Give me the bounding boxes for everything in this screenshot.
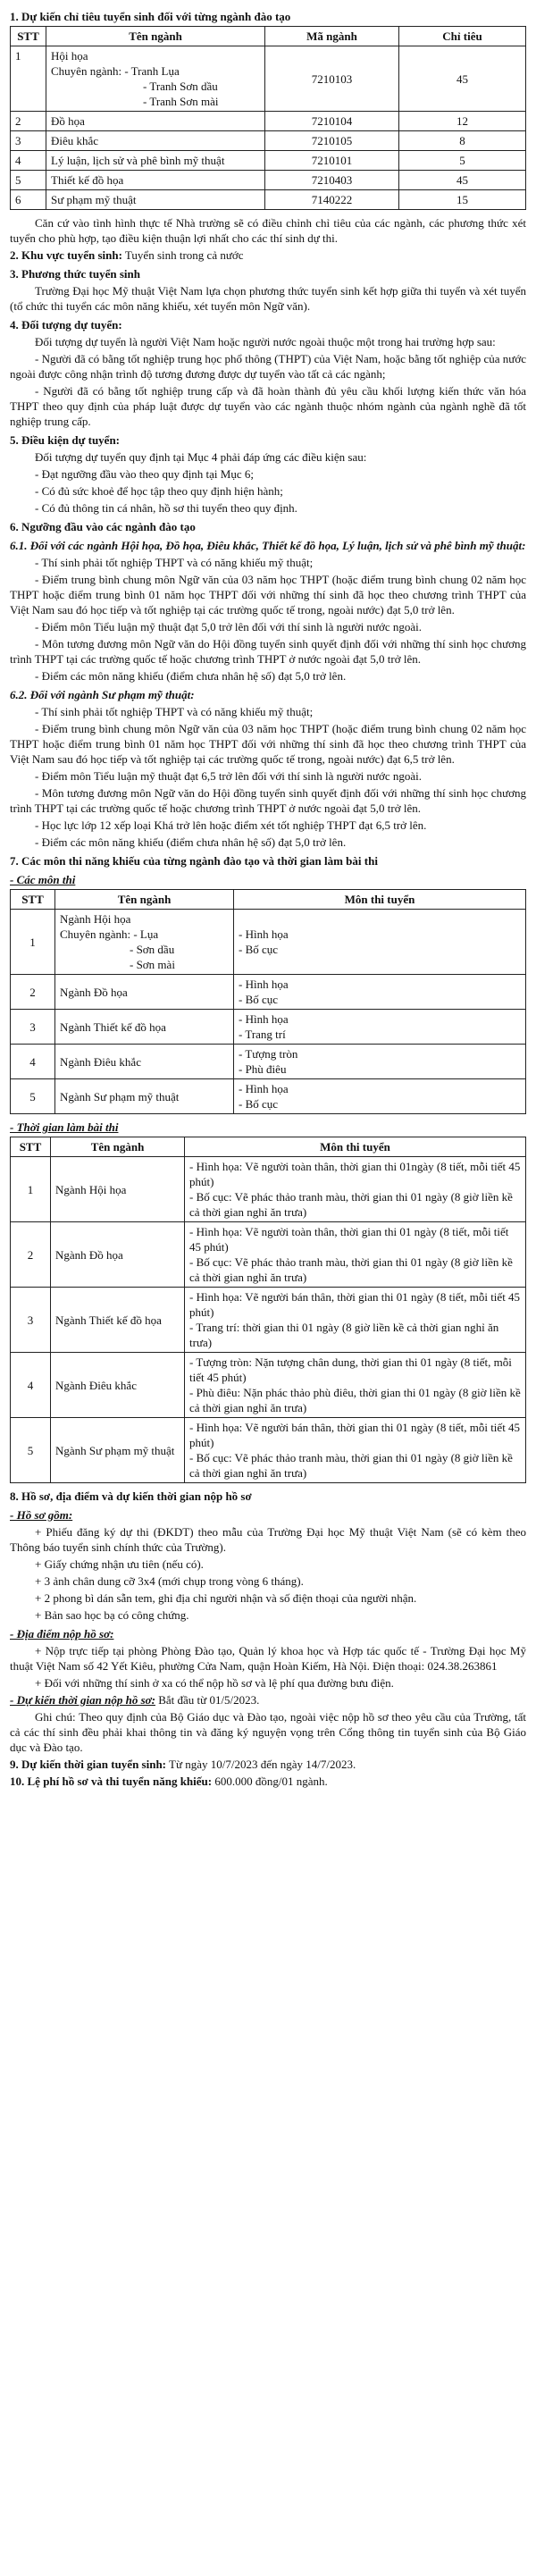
major-spec-item: - Sơn mài	[130, 958, 175, 971]
table-row	[11, 46, 526, 112]
exam-subject: - Trang trí	[239, 1028, 286, 1041]
subjects-stt: 5	[11, 1079, 55, 1114]
list-item: - Có đủ sức khoẻ để học tập theo quy định hiện hành;	[35, 484, 283, 498]
quota-value: 45	[399, 46, 526, 112]
exam-subject: - Hình họa	[239, 1012, 289, 1026]
section-10	[10, 1774, 526, 1789]
table-row	[11, 171, 526, 190]
list-item: - Điểm môn Tiểu luận mỹ thuật đạt 6,5 trở lên đối với thí sinh là người nước ngoài.	[35, 769, 422, 783]
list-item: + Giấy chứng nhận ưu tiên (nếu có).	[35, 1557, 204, 1571]
section-5-heading: 5. Điều kiện dự tuyển:	[10, 433, 121, 447]
quota-code: 7210403	[265, 171, 399, 190]
list-item: - Điểm trung bình chung môn Ngữ văn của 03 năm học THPT (hoặc điểm trung bình chung 02 năm học THPT hoặc điểm trung bình 01 năm học THPT đối với những thí sinh đã học theo chương trình THPT của Việt Nam sau đó học tiếp và tốt nghiệp tại các trường quốc tế trong, ngoài nước) đạt 6,5 trở lên.	[10, 722, 526, 766]
table-row	[11, 975, 526, 1010]
subjects-name: Ngành Sư phạm mỹ thuật	[55, 1079, 234, 1114]
quota-stt: 3	[11, 131, 46, 151]
time-name: Ngành Sư phạm mỹ thuật	[51, 1418, 185, 1483]
exam-subjects-table	[10, 889, 526, 1114]
list-item: - Môn tương đương môn Ngữ văn do Hội đồng tuyển sinh quyết định đối với những thí sinh học chương trình THPT tại các trường quốc tế hoặc chương trình THPT ở nước ngoài đạt 5,0 trở lên.	[10, 786, 526, 815]
quota-note: Căn cứ vào tình hình thực tế Nhà trường sẽ có điều chỉnh chỉ tiêu của các ngành, các phương thức xét tuyển cho phù hợp, tạo điều kiện thuận lợi nhất cho các thí sinh dự thi.	[10, 216, 526, 245]
quota-code: 7210104	[265, 112, 399, 131]
place-subheading: - Địa điểm nộp hồ sơ:	[10, 1627, 114, 1640]
subjects-name: Ngành Điêu khắc	[55, 1045, 234, 1079]
quota-code: 7210105	[265, 131, 399, 151]
quota-name: Thiết kế đồ họa	[46, 171, 265, 190]
quota-value: 5	[399, 151, 526, 171]
section-2	[10, 248, 526, 263]
subjects-exams	[234, 1079, 526, 1114]
exam-time-table	[10, 1137, 526, 1483]
list-item: + 3 ảnh chân dung cỡ 3x4 (mới chụp trong vòng 6 tháng).	[35, 1574, 304, 1588]
list-item: + Nộp trực tiếp tại phòng Phòng Đào tạo, Quản lý khoa học và Hợp tác quốc tế - Trường Đại học Mỹ thuật Việt Nam số 42 Yết Kiêu, phường Cửa Nam, quận Hoàn Kiếm, Hà Nội. Điện thoại: 024.38.263861	[10, 1644, 526, 1673]
submission-time	[10, 1692, 526, 1708]
quota-header-stt: STT	[11, 27, 46, 46]
table-row	[11, 1222, 526, 1288]
exam-schedule: - Hình họa: Vẽ người toàn thân, thời gian thi 01ngày (8 tiết, mỗi tiết 45 phút)	[189, 1160, 521, 1188]
time-name: Ngành Hội họa	[51, 1157, 185, 1222]
subjects-header-stt: STT	[11, 890, 55, 910]
subjects-stt: 1	[11, 910, 55, 975]
subjects-header-name: Tên ngành	[55, 890, 234, 910]
quota-name: Sư phạm mỹ thuật	[46, 190, 265, 210]
list-item: - Người đã có bằng tốt nghiệp trung cấp và đã hoàn thành đủ yêu cầu khối lượng kiến thức văn hóa THPT theo quy định của pháp luật được dự tuyển vào các ngành thuộc nhóm ngành của ngành nghề đã tốt nghiệp trung cấp.	[10, 384, 526, 428]
table-row	[11, 910, 526, 975]
quota-value: 15	[399, 190, 526, 210]
time-details	[185, 1353, 526, 1418]
quota-name	[46, 46, 265, 112]
table-row	[11, 1045, 526, 1079]
subjects-name	[55, 910, 234, 975]
major-spec-label: Chuyên ngành: - Lụa	[60, 927, 159, 941]
section-6-heading: 6. Ngưỡng đầu vào các ngành đào tạo	[10, 520, 196, 533]
section-6-1-heading: 6.1. Đối với các ngành Hội họa, Đồ họa, Điêu khắc, Thiết kế đồ họa, Lý luận, lịch sử và phê bình mỹ thuật:	[10, 539, 526, 552]
exam-schedule: - Trang trí: thời gian thi 01 ngày (8 giờ liền kề cả thời gian nghỉ ăn trưa)	[189, 1321, 499, 1349]
list-item: - Điểm trung bình chung môn Ngữ văn của 03 năm học THPT (hoặc điểm trung bình chung 02 năm học THPT hoặc điểm trung bình 01 năm học THPT đối với những thí sinh đã học theo chương trình THPT của Việt Nam sau đó học tiếp và tốt nghiệp tại các trường quốc tế trong, ngoài nước) đạt 5,0 trở lên.	[10, 573, 526, 617]
list-item: - Học lực lớp 12 xếp loại Khá trở lên hoặc điểm xét tốt nghiệp THPT đạt 6,5 trở lên.	[35, 818, 427, 832]
table-row	[11, 1157, 526, 1222]
subjects-stt: 4	[11, 1045, 55, 1079]
quota-header-name: Tên ngành	[46, 27, 265, 46]
quota-stt: 2	[11, 112, 46, 131]
quota-name: Lý luận, lịch sử và phê bình mỹ thuật	[46, 151, 265, 171]
time-stt: 2	[11, 1222, 51, 1288]
section-8-note: Ghi chú: Theo quy định của Bộ Giáo dục và Đào tạo, ngoài việc nộp hồ sơ theo yêu cầu của Trường, tất cả các thí sinh đều phải khai thông tin và đăng ký nguyện vọng trên Cổng thông tin tuyển sinh của Bộ Giáo dục và Đào tạo.	[10, 1710, 526, 1754]
quota-stt: 4	[11, 151, 46, 171]
list-item: - Thí sinh phải tốt nghiệp THPT và có năng khiếu mỹ thuật;	[35, 556, 314, 569]
exam-subjects-subheading: - Các môn thi	[10, 873, 76, 886]
quota-code: 7210103	[265, 46, 399, 112]
section-2-heading: 2. Khu vực tuyển sinh:	[10, 248, 122, 262]
submission-time-value: Bắt đầu từ 01/5/2023.	[155, 1693, 260, 1707]
subjects-exams	[234, 1045, 526, 1079]
table-row	[11, 190, 526, 210]
list-item: - Điểm môn Tiểu luận mỹ thuật đạt 5,0 trở lên đối với thí sinh là người nước ngoài.	[35, 620, 422, 634]
table-row	[11, 1353, 526, 1418]
exam-schedule: - Bố cục: Vẽ phác thảo tranh màu, thời gian thi 01 ngày (8 giờ liền kề cả thời gian nghỉ ăn trưa)	[189, 1451, 513, 1480]
list-item: + Đối với những thí sinh ở xa có thể nộp hồ sơ và lệ phí qua đường bưu điện.	[35, 1676, 394, 1690]
time-stt: 1	[11, 1157, 51, 1222]
major-spec-item: - Tranh Sơn dầu	[143, 80, 218, 93]
exam-subject: - Hình họa	[239, 927, 289, 941]
submission-time-label: - Dự kiến thời gian nộp hồ sơ:	[10, 1693, 155, 1707]
time-stt: 3	[11, 1288, 51, 1353]
quota-value: 45	[399, 171, 526, 190]
quota-value: 8	[399, 131, 526, 151]
exam-schedule: - Bố cục: Vẽ phác thảo tranh màu, thời gian thi 01 ngày (8 giờ liền kề cả thời gian nghỉ ăn trưa)	[189, 1190, 513, 1219]
quota-stt: 6	[11, 190, 46, 210]
quota-name: Đồ họa	[46, 112, 265, 131]
list-item: - Điểm các môn năng khiếu (điểm chưa nhân hệ số) đạt 5,0 trở lên.	[35, 835, 347, 849]
section-3-text: Trường Đại học Mỹ thuật Việt Nam lựa chọn phương thức tuyển sinh kết hợp giữa thi tuyển và xét tuyển (tổ chức thi tuyển các môn năng khiếu, xét tuyển môn Ngữ văn).	[10, 284, 526, 313]
table-row	[11, 1288, 526, 1353]
exam-subject: - Phù điêu	[239, 1062, 287, 1076]
quota-header-quota: Chỉ tiêu	[399, 27, 526, 46]
table-row	[11, 1079, 526, 1114]
quota-value: 12	[399, 112, 526, 131]
time-details	[185, 1157, 526, 1222]
time-details	[185, 1418, 526, 1483]
section-9-heading: 9. Dự kiến thời gian tuyển sinh:	[10, 1758, 167, 1771]
list-item: - Người đã có bằng tốt nghiệp trung học phổ thông (THPT) của Việt Nam, hoặc bằng tốt nghiệp của nước ngoài được công nhận trình độ tương đương được dự tuyển vào tất cả các ngành;	[10, 352, 526, 381]
list-item: + Bản sao học bạ có công chứng.	[35, 1608, 189, 1622]
list-item: - Thí sinh phải tốt nghiệp THPT và có năng khiếu mỹ thuật;	[35, 705, 314, 718]
table-row	[11, 131, 526, 151]
exam-schedule: - Tượng tròn: Nặn tượng chân dung, thời gian thi 01 ngày (8 tiết, mỗi tiết 45 phút)	[189, 1355, 512, 1384]
time-header-stt: STT	[11, 1137, 51, 1157]
table-row	[11, 1418, 526, 1483]
subjects-name: Ngành Thiết kế đồ họa	[55, 1010, 234, 1045]
section-9-text: Từ ngày 10/7/2023 đến ngày 14/7/2023.	[166, 1758, 356, 1771]
quota-table	[10, 26, 526, 210]
time-header-name: Tên ngành	[51, 1137, 185, 1157]
exam-schedule: - Hình họa: Vẽ người toàn thân, thời gian thi 01 ngày (8 tiết, mỗi tiết 45 phút)	[189, 1225, 509, 1254]
major-name: Hội họa	[51, 49, 88, 63]
time-details	[185, 1288, 526, 1353]
exam-subject: - Hình họa	[239, 1082, 289, 1095]
section-3-heading: 3. Phương thức tuyển sinh	[10, 267, 140, 281]
table-row	[11, 112, 526, 131]
subjects-exams	[234, 1010, 526, 1045]
quota-code: 7210101	[265, 151, 399, 171]
exam-schedule: - Hình họa: Vẽ người bán thân, thời gian thi 01 ngày (8 tiết, mỗi tiết 45 phút)	[189, 1290, 521, 1319]
exam-subject: - Hình họa	[239, 978, 289, 991]
exam-schedule: - Bố cục: Vẽ phác thảo tranh màu, thời gian thi 01 ngày (8 giờ liền kề cả thời gian nghỉ ăn trưa)	[189, 1255, 513, 1284]
subjects-exams	[234, 910, 526, 975]
list-item: + 2 phong bì dán sẵn tem, ghi địa chỉ người nhận và số điện thoại của người nhận.	[35, 1591, 417, 1605]
major-spec-label: Chuyên ngành: - Tranh Lụa	[51, 64, 180, 78]
exam-time-subheading: - Thời gian làm bài thi	[10, 1120, 119, 1134]
subjects-name: Ngành Đồ họa	[55, 975, 234, 1010]
subjects-stt: 3	[11, 1010, 55, 1045]
section-10-heading: 10. Lệ phí hồ sơ và thi tuyển năng khiếu:	[10, 1775, 213, 1788]
quota-stt: 1	[11, 46, 46, 112]
major-spec-item: - Tranh Sơn mài	[143, 95, 219, 108]
time-stt: 4	[11, 1353, 51, 1418]
time-name: Ngành Đồ họa	[51, 1222, 185, 1288]
list-item: - Môn tương đương môn Ngữ văn do Hội đồng tuyển sinh quyết định đối với những thí sinh học chương trình THPT tại các trường quốc tế hoặc chương trình THPT ở nước ngoài đạt 5,0 trở lên.	[10, 637, 526, 666]
list-item: - Có đủ thông tin cá nhân, hồ sơ thi tuyển theo quy định.	[35, 501, 297, 515]
section-6-2-heading: 6.2. Đối với ngành Sư phạm mỹ thuật:	[10, 688, 195, 701]
exam-subject: - Tượng tròn	[239, 1047, 298, 1061]
subjects-exams	[234, 975, 526, 1010]
list-item: - Điểm các môn năng khiếu (điểm chưa nhân hệ số) đạt 5,0 trở lên.	[35, 669, 347, 683]
quota-header-code: Mã ngành	[265, 27, 399, 46]
time-name: Ngành Điêu khắc	[51, 1353, 185, 1418]
exam-subject: - Bố cục	[239, 943, 279, 956]
documents-subheading: - Hồ sơ gồm:	[10, 1508, 73, 1522]
section-7-heading: 7. Các môn thi năng khiếu của từng ngành đào tạo và thời gian làm bài thi	[10, 854, 378, 868]
section-10-text: 600.000 đồng/01 ngành.	[212, 1775, 328, 1788]
exam-subject: - Bố cục	[239, 993, 279, 1006]
table-row	[11, 1010, 526, 1045]
quota-code: 7140222	[265, 190, 399, 210]
section-8-heading: 8. Hồ sơ, địa điểm và dự kiến thời gian nộp hồ sơ	[10, 1489, 252, 1503]
section-4-intro: Đối tượng dự tuyển là người Việt Nam hoặc người nước ngoài thuộc một trong hai trường hợp sau:	[35, 335, 496, 348]
list-item: + Phiếu đăng ký dự thi (ĐKDT) theo mẫu của Trường Đại học Mỹ thuật Việt Nam (sẽ có kèm theo Thông báo tuyển sinh chính thức của Trường).	[10, 1525, 526, 1554]
table-row	[11, 151, 526, 171]
exam-schedule: - Hình họa: Vẽ người bán thân, thời gian thi 01 ngày (8 tiết, mỗi tiết 45 phút)	[189, 1421, 521, 1449]
section-4-heading: 4. Đối tượng dự tuyển:	[10, 318, 122, 331]
major-name: Ngành Hội họa	[60, 912, 131, 926]
section-5-intro: Đối tượng dự tuyển quy định tại Mục 4 phải đáp ứng các điều kiện sau:	[35, 450, 367, 464]
exam-subject: - Bố cục	[239, 1097, 279, 1111]
section-1-heading: 1. Dự kiến chỉ tiêu tuyển sinh đối với từng ngành đào tạo	[10, 10, 291, 23]
time-header-exam: Môn thi tuyển	[185, 1137, 526, 1157]
time-stt: 5	[11, 1418, 51, 1483]
time-name: Ngành Thiết kế đồ họa	[51, 1288, 185, 1353]
section-9	[10, 1757, 526, 1772]
quota-name: Điêu khắc	[46, 131, 265, 151]
subjects-stt: 2	[11, 975, 55, 1010]
section-2-text: Tuyển sinh trong cả nước	[121, 248, 244, 262]
list-item: - Đạt ngưỡng đầu vào theo quy định tại Mục 6;	[35, 467, 254, 481]
time-details	[185, 1222, 526, 1288]
exam-schedule: - Phù điêu: Nặn phác thảo phù điêu, thời gian thi 01 ngày (8 giờ liền kề cả thời gian nghỉ ăn trưa)	[189, 1386, 521, 1414]
subjects-header-exam: Môn thi tuyển	[234, 890, 526, 910]
quota-stt: 5	[11, 171, 46, 190]
major-spec-item: - Sơn dầu	[130, 943, 175, 956]
